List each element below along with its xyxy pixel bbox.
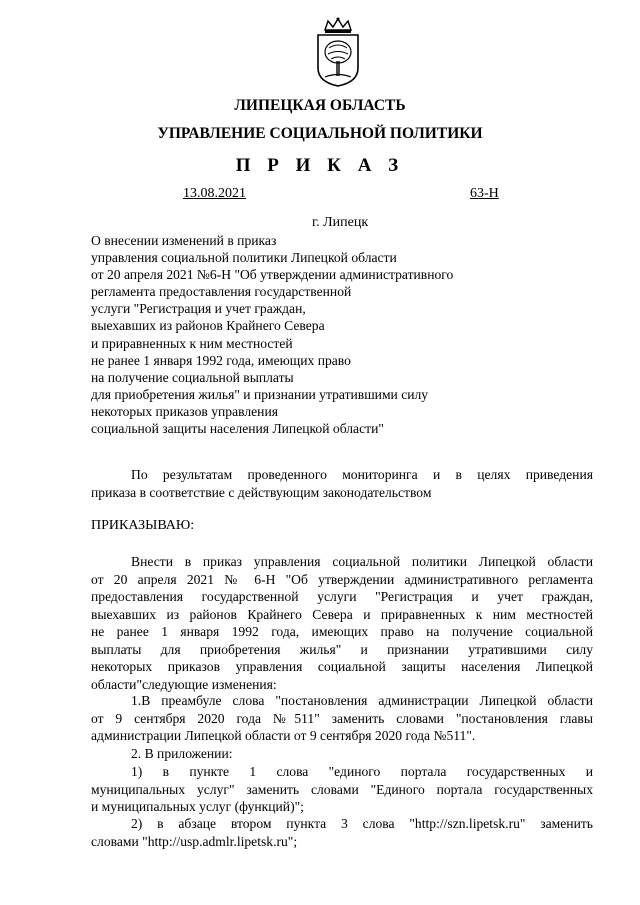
preamble-paragraph	[91, 466, 593, 501]
department-title: УПРАВЛЕНИЕ СОЦИАЛЬНОЙ ПОЛИТИКИ	[157, 125, 483, 142]
subject-line: некоторых приказов управления	[91, 403, 278, 419]
item-1-paragraph	[91, 692, 593, 745]
main-line: выехавших из районов Крайнего Севера и приравненных к ним местностей	[91, 606, 593, 622]
region-title: ЛИПЕЦКАЯ ОБЛАСТЬ	[234, 97, 406, 114]
item1-line: от 9 сентября 2020 года №511" заменить словами "постановления главы	[91, 710, 593, 726]
main-line: Внести в приказ управления социальной политики Липецкой области	[131, 554, 593, 569]
sub1-line: 1) в пункте 1 слова "единого портала государственных и	[131, 764, 593, 779]
main-line: области"следующие изменения:	[91, 676, 277, 692]
main-paragraph	[91, 553, 593, 693]
main-line: не ранее 1 января 1992 года, имеющих право на получение социальной	[91, 624, 593, 639]
sub1-line: и муниципальных услуг (функций)";	[91, 799, 304, 814]
main-line: предоставления государственной услуги "Регистрация и учет граждан,	[91, 589, 593, 604]
subject-line: управления социальной политики Липецкой области	[91, 250, 397, 266]
city-label: г. Липецк	[312, 215, 369, 230]
sub2-line: 2) в абзаце втором пункта 3 слова "http://szn.lipetsk.ru" заменить	[131, 816, 593, 831]
coat-of-arms-emblem	[313, 16, 363, 88]
preamble-line: приказа в соответствие с действующим законодательством	[91, 484, 432, 500]
order-date: 13.08.2021	[183, 186, 246, 201]
subitem-1-paragraph	[91, 763, 593, 816]
item-2-heading	[91, 745, 593, 763]
sub2-line: словами "http://usp.admlr.lipetsk.ru";	[91, 833, 298, 849]
subject-line: социальной защиты населения Липецкой области"	[91, 421, 384, 437]
subject-line: услуги "Регистрация и учет граждан,	[91, 301, 306, 317]
subject-line: для приобретения жилья" и признании утратившими силу	[91, 386, 429, 402]
main-line: выплаты для приобретения жилья" и признании утратившими силу	[91, 641, 593, 657]
subject-line: выехавших из районов Крайнего Севера	[91, 318, 325, 334]
item1-line: 1.В преамбуле слова "постановления администрации Липецкой области	[131, 693, 593, 708]
order-number: 63-Н	[470, 186, 499, 201]
document-type-title: П Р И К А З	[235, 155, 405, 176]
order-directive: ПРИКАЗЫВАЮ:	[91, 518, 195, 533]
item1-line: администрации Липецкой области от 9 сентября 2020 года №511".	[91, 728, 476, 743]
subject-line: на получение социальной выплаты	[91, 369, 294, 385]
preamble-line: По результатам проведенного мониторинга и в целях приведения	[131, 467, 593, 482]
main-line: от 20 апреля 2021 № 6-Н "Об утверждении административного регламента	[91, 571, 593, 587]
subject-line: регламента предоставления государственной	[91, 284, 352, 300]
subject-line: О внесении изменений в приказ	[91, 233, 277, 248]
subject-line: не ранее 1 января 1992 года, имеющих право	[91, 352, 351, 368]
item2-line: 2. В приложении:	[131, 746, 233, 761]
order-subject	[91, 232, 511, 437]
subject-line: от 20 апреля 2021 №6-Н "Об утверждении административного	[91, 267, 454, 283]
sub1-line: муниципальных услуг" заменить словами "Единого портала государственных	[91, 781, 593, 797]
main-line: некоторых приказов управления социальной защиты населения Липецкой	[91, 659, 593, 674]
subitem-2-paragraph	[91, 815, 593, 850]
subject-line: и приравненных к ним местностей	[91, 335, 293, 351]
